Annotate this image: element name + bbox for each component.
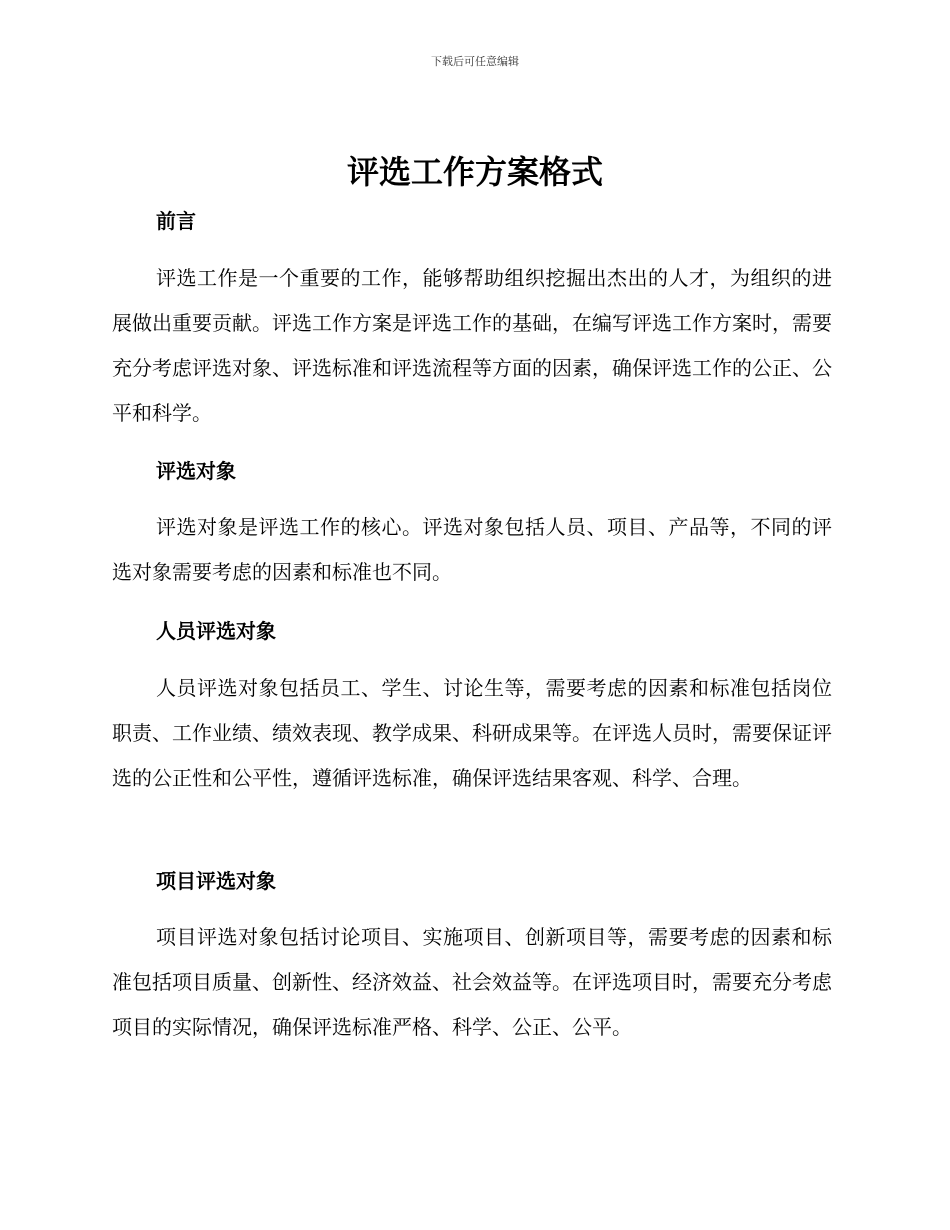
section-paragraph-selection-objects: 评选对象是评选工作的核心。评选对象包括人员、项目、产品等，不同的评选对象需要考虑的因素和标准也不同。 bbox=[112, 515, 832, 584]
section-heading-personnel: 人员评选对象 bbox=[156, 619, 276, 643]
section-heading-projects: 项目评选对象 bbox=[156, 869, 276, 893]
section-paragraph-personnel: 人员评选对象包括员工、学生、讨论生等，需要考虑的因素和标准包括岗位职责、工作业绩、绩效表现、教学成果、科研成果等。在评选人员时，需要保证评选的公正性和公平性，遵循评选标准，确保评选结果客观、科学、合理。 bbox=[112, 676, 832, 790]
section-paragraph-preface: 评选工作是一个重要的工作，能够帮助组织挖掘出杰出的人才，为组织的进展做出重要贡献。评选工作方案是评选工作的基础，在编写评选工作方案时，需要充分考虑评选对象、评选标准和评选流程等方面的因素，确保评选工作的公正、公平和科学。 bbox=[112, 266, 832, 425]
section-heading-preface: 前言 bbox=[156, 209, 196, 233]
section-heading-selection-objects: 评选对象 bbox=[156, 459, 236, 483]
section-paragraph-projects: 项目评选对象包括讨论项目、实施项目、创新项目等，需要考虑的因素和标准包括项目质量、创新性、经济效益、社会效益等。在评选项目时，需要充分考虑项目的实际情况，确保评选标准严格、科学、公正、公平。 bbox=[112, 925, 832, 1039]
running-header: 下载后可任意编辑 bbox=[431, 55, 519, 68]
document-title: 评选工作方案格式 bbox=[346, 153, 603, 191]
